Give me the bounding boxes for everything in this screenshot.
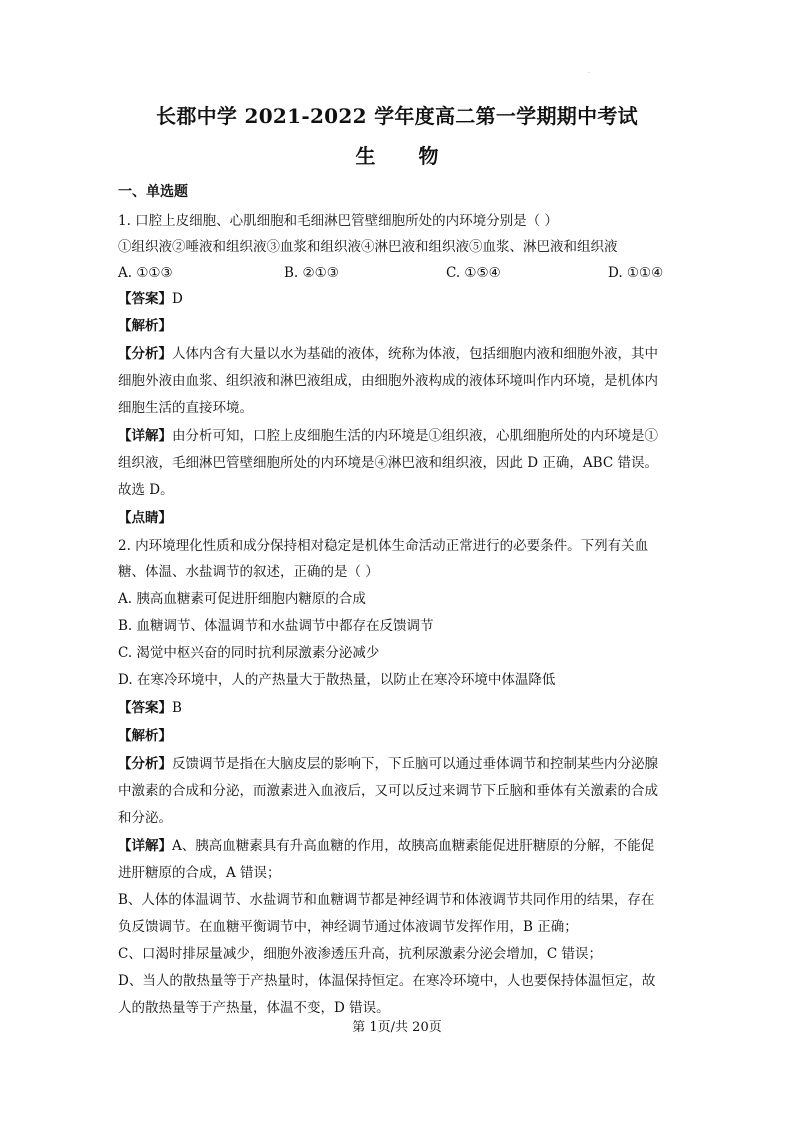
q2-xiangjie-line-4: 负反馈调节。在血糖平衡调节中，神经调节通过体液调节发挥作用，B 正确； bbox=[118, 919, 578, 935]
q2-option-d: D. 在寒冷环境中，人的产热量大于散热量，以防止在寒冷环境中体温降低 bbox=[118, 672, 556, 688]
subject-title: 生 物 bbox=[355, 144, 457, 168]
q1-stem: 1. 口腔上皮细胞、心肌细胞和毛细淋巴管壁细胞所处的内环境分别是（ ） bbox=[118, 213, 558, 229]
page-number: 第 1页/共 20页 bbox=[352, 1020, 442, 1035]
answer-tag: 【答案】 bbox=[118, 291, 172, 307]
q2-stem-line-2: 糖、体温、水盐调节的叙述，正确的是（ ） bbox=[118, 564, 379, 580]
section-heading: 一、单选题 bbox=[118, 184, 188, 200]
q1-xiangjie-line-2: 组织液，毛细淋巴管壁细胞所处的内环境是④淋巴液和组织液，因此 D 正确，ABC 错误。 bbox=[118, 455, 658, 471]
answer-value: B bbox=[172, 700, 182, 716]
q1-fenxi-line-2: 细胞外液由血浆、组织液和淋巴液组成，由细胞外液构成的液体环境叫作内环境，是机体内 bbox=[118, 373, 658, 389]
q2-xiangjie-line-1 bbox=[118, 837, 654, 855]
q2-stem-line-1: 2. 内环境理化性质和成分保持相对稳定是机体生命活动正常进行的必要条件。下列有关血 bbox=[118, 538, 649, 554]
fenxi-tag: 【分析】 bbox=[118, 346, 172, 362]
exam-title: 长郡中学 2021-2022 学年度高二第一学期期中考试 bbox=[156, 104, 638, 128]
q2-option-a: A. 胰高血糖素可促进肝细胞内糖原的合成 bbox=[118, 591, 366, 607]
q2-xiangjie-line-6: D、当人的散热量等于产热量时，体温保持恒定。在寒冷环境中，人也要保持体温恒定，故 bbox=[118, 973, 656, 989]
q1-fenxi-line-3: 细胞生活的直接环境。 bbox=[118, 400, 253, 416]
q2-analysis-tag: 【解析】 bbox=[118, 728, 172, 744]
q1-option-b: B. ②①③ bbox=[284, 265, 339, 281]
q2-xiangjie-line-3: B、人体的体温调节、水盐调节和血糖调节都是神经调节和体液调节共同作用的结果，存在 bbox=[118, 892, 655, 908]
fenxi-text: 反馈调节是指在大脑皮层的影响下，下丘脑可以通过垂体调节和控制某些内分泌腺 bbox=[172, 756, 658, 772]
q2-xiangjie-line-7: 人的散热量等于产热量，体温不变，D 错误。 bbox=[118, 1000, 390, 1016]
xiangjie-text: A、胰高血糖素具有升高血糖的作用，故胰高血糖素能促进肝糖原的分解，不能促 bbox=[172, 838, 655, 854]
fenxi-text: 人体内含有大量以水为基础的液体，统称为体液，包括细胞内液和细胞外液，其中 bbox=[172, 346, 658, 362]
q1-xiangjie-line-3: 故选 D。 bbox=[118, 482, 174, 498]
q1-items: ①组织液②唾液和组织液③血浆和组织液④淋巴液和组织液⑤血浆、淋巴液和组织液 bbox=[118, 239, 618, 255]
q2-fenxi-line-2: 中激素的合成和分泌，而激素进入血液后，又可以反过来调节下丘脑和垂体有关激素的合成 bbox=[118, 783, 658, 799]
xiangjie-text: 由分析可知，口腔上皮细胞生活的内环境是①组织液，心肌细胞所处的内环境是① bbox=[172, 428, 658, 444]
q2-fenxi-line-1 bbox=[118, 755, 658, 773]
q2-option-b: B. 血糖调节、体温调节和水盐调节中都存在反馈调节 bbox=[118, 618, 434, 634]
q2-answer bbox=[118, 699, 182, 717]
scan-dot: · bbox=[588, 70, 590, 77]
q1-option-c: C. ①⑤④ bbox=[446, 265, 501, 281]
q2-option-c: C. 渴觉中枢兴奋的同时抗利尿激素分泌减少 bbox=[118, 645, 380, 661]
fenxi-tag: 【分析】 bbox=[118, 756, 172, 772]
xiangjie-tag: 【详解】 bbox=[118, 428, 172, 444]
q1-xiangjie-line-1 bbox=[118, 427, 658, 445]
answer-value: D bbox=[172, 291, 183, 307]
q2-fenxi-line-3: 和分泌。 bbox=[118, 810, 172, 826]
q1-dianjing-tag: 【点睛】 bbox=[118, 510, 172, 526]
q1-analysis-tag: 【解析】 bbox=[118, 318, 172, 334]
q1-option-d: D. ①①④ bbox=[608, 265, 664, 281]
answer-tag: 【答案】 bbox=[118, 700, 172, 716]
q2-xiangjie-line-2: 进肝糖原的合成，A 错误； bbox=[118, 865, 281, 881]
q1-answer bbox=[118, 290, 183, 308]
q1-fenxi-line-1 bbox=[118, 345, 658, 363]
xiangjie-tag: 【详解】 bbox=[118, 838, 172, 854]
q2-xiangjie-line-5: C、口渴时排尿量减少，细胞外液渗透压升高，抗利尿激素分泌会增加，C 错误； bbox=[118, 946, 602, 962]
q1-option-a: A. ①①③ bbox=[118, 265, 173, 281]
